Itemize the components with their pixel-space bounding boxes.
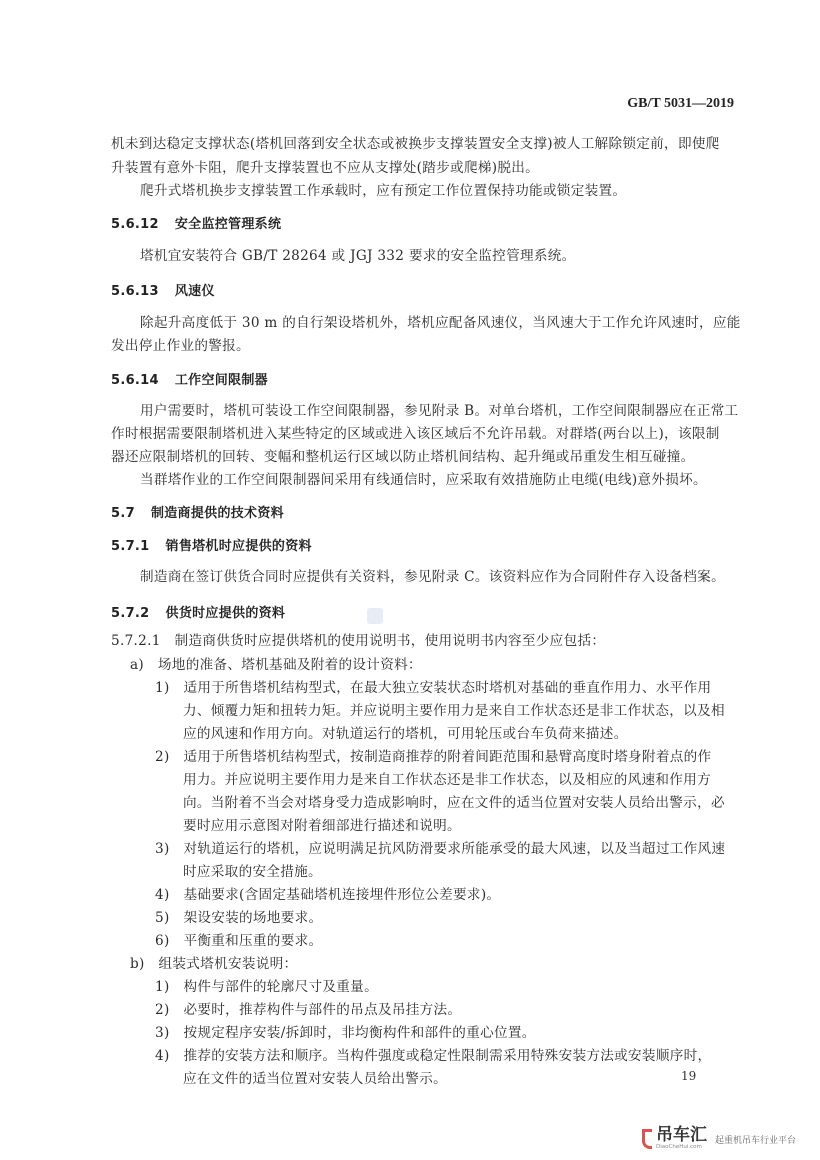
paragraph-line: 用户需要时，塔机可装设工作空间限制器，参见附录 B。对单台塔机，工作空间限制器应在正常工 <box>140 403 739 419</box>
paragraph-line: 发出停止作业的警报。 <box>111 338 250 354</box>
paragraph-line: 力、倾覆力矩和扭转力矩。并应说明主要作用力是来自工作状态还是非工作状态，以及相 <box>183 703 725 719</box>
paragraph-line: 向。当附着不当会对塔身受力造成影响时，应在文件的适当位置对安装人员给出警示，必 <box>183 795 725 811</box>
paragraph-line: 器还应限制塔机的回转、变幅和整机运行区域以防止塔机间结构、起升绳或吊重发生相互碰撞。 <box>111 449 695 465</box>
crane-hook-icon <box>642 1129 652 1149</box>
paragraph-line: 用力。并应说明主要作用力是来自工作状态还是非工作状态，以及相应的风速和作用方 <box>183 772 711 788</box>
paragraph-line: 作时根据需要限制塔机进入某些特定的区域或进入该区域后不允许吊载。对群塔(两台以上)，该限制 <box>111 426 720 442</box>
page-number: 19 <box>681 1069 697 1083</box>
watermark-icon <box>367 608 383 624</box>
list-item: 5) 架设安装的场地要求。 <box>155 910 323 926</box>
paragraph-line: 应在文件的适当位置对安装人员给出警示。 <box>183 1071 447 1087</box>
list-item: 3) 对轨道运行的塔机，应说明满足抗风防滑要求所能承受的最大风速，以及当超过工作风速 <box>155 841 726 857</box>
section-heading <box>111 280 215 299</box>
paragraph-line: 当群塔作业的工作空间限制器间采用有线通信时，应采取有效措施防止电缆(电线)意外损坏。 <box>140 472 707 488</box>
paragraph-line: 塔机宜安装符合 GB/T 28264 或 JGJ 332 要求的安全监控管理系统。 <box>140 248 576 264</box>
list-item: 1) 适用于所售塔机结构型式，在最大独立安装状态时塔机对基础的垂直作用力、水平作用 <box>155 680 712 696</box>
list-item: 2) 必要时，推荐构件与部件的吊点及吊挂方法。 <box>155 1002 462 1018</box>
list-item: 1) 构件与部件的轮廓尺寸及重量。 <box>155 979 378 995</box>
section-title: 风速仪 <box>174 284 215 299</box>
section-title: 制造商提供的技术资料 <box>150 506 284 521</box>
list-item: b) 组装式塔机安装说明： <box>130 956 298 972</box>
paragraph-line: 时应采取的安全措施。 <box>183 864 322 880</box>
paragraph-line: 爬升式塔机换步支撑装置工作承载时，应有预定工作位置保持功能或锁定装置。 <box>140 183 627 199</box>
section-heading <box>111 502 284 521</box>
section-heading <box>111 213 281 232</box>
section-number: 5.6.14 <box>111 373 159 388</box>
paragraph-line: 机未到达稳定支撑状态(塔机回落到安全状态或被换步支撑装置安全支撑)被人工解除锁定前，即使爬 <box>111 136 720 152</box>
section-title: 销售塔机时应提供的资料 <box>165 539 312 554</box>
paragraph-line: 应的风速和作用方向。对轨道运行的塔机，可用轮压或台车负荷来描述。 <box>183 726 628 742</box>
list-item: 6) 平衡重和压重的要求。 <box>155 933 323 949</box>
section-heading <box>111 602 285 621</box>
logo-tagline: 起重机吊车行业平台 <box>715 1135 797 1146</box>
section-heading <box>111 369 268 388</box>
logo-name: 吊车汇 <box>656 1125 707 1145</box>
section-title: 安全监控管理系统 <box>174 217 282 232</box>
section-number: 5.7.1 <box>111 539 150 554</box>
standard-number: GB/T 5031—2019 <box>627 96 734 111</box>
paragraph-line: 5.7.2.1 制造商供货时应提供塔机的使用说明书，使用说明书内容至少应包括： <box>111 633 606 649</box>
paragraph-line: 升装置有意外卡阻，爬升支撑装置也不应从支撑处(踏步或爬梯)脱出。 <box>111 160 540 176</box>
section-heading <box>111 535 312 554</box>
list-item: a) 场地的准备、塔机基础及附着的设计资料： <box>130 657 422 673</box>
logo-url: DiaoCheHui.com <box>656 1144 702 1150</box>
list-item: 4) 推荐的安装方法和顺序。当构件强度或稳定性限制需采用特殊安装方法或安装顺序时， <box>155 1048 712 1064</box>
section-title: 工作空间限制器 <box>174 373 268 388</box>
section-title: 供货时应提供的资料 <box>165 606 286 621</box>
list-item: 3) 按规定程序安装/拆卸时，非均衡构件和部件的重心位置。 <box>155 1025 536 1041</box>
logo-text-block <box>656 1127 707 1151</box>
section-number: 5.6.12 <box>111 217 159 232</box>
site-logo <box>642 1124 796 1154</box>
list-item: 2) 适用于所售塔机结构型式，按制造商推荐的附着间距范围和悬臂高度时塔身附着点的作 <box>155 749 712 765</box>
paragraph-line: 要时应用示意图对附着细部进行描述和说明。 <box>183 818 461 834</box>
paragraph-line: 除起升高度低于 30 m 的自行架设塔机外，塔机应配备风速仪，当风速大于工作允许风速时，应能 <box>140 315 741 331</box>
section-number: 5.6.13 <box>111 284 159 299</box>
section-number: 5.7.2 <box>111 606 150 621</box>
list-item: 4) 基础要求(含固定基础塔机连接埋件形位公差要求)。 <box>155 887 501 903</box>
paragraph-line: 制造商在签订供货合同时应提供有关资料，参见附录 C。该资料应作为合同附件存入设备档案。 <box>140 569 725 585</box>
section-number: 5.7 <box>111 506 135 521</box>
